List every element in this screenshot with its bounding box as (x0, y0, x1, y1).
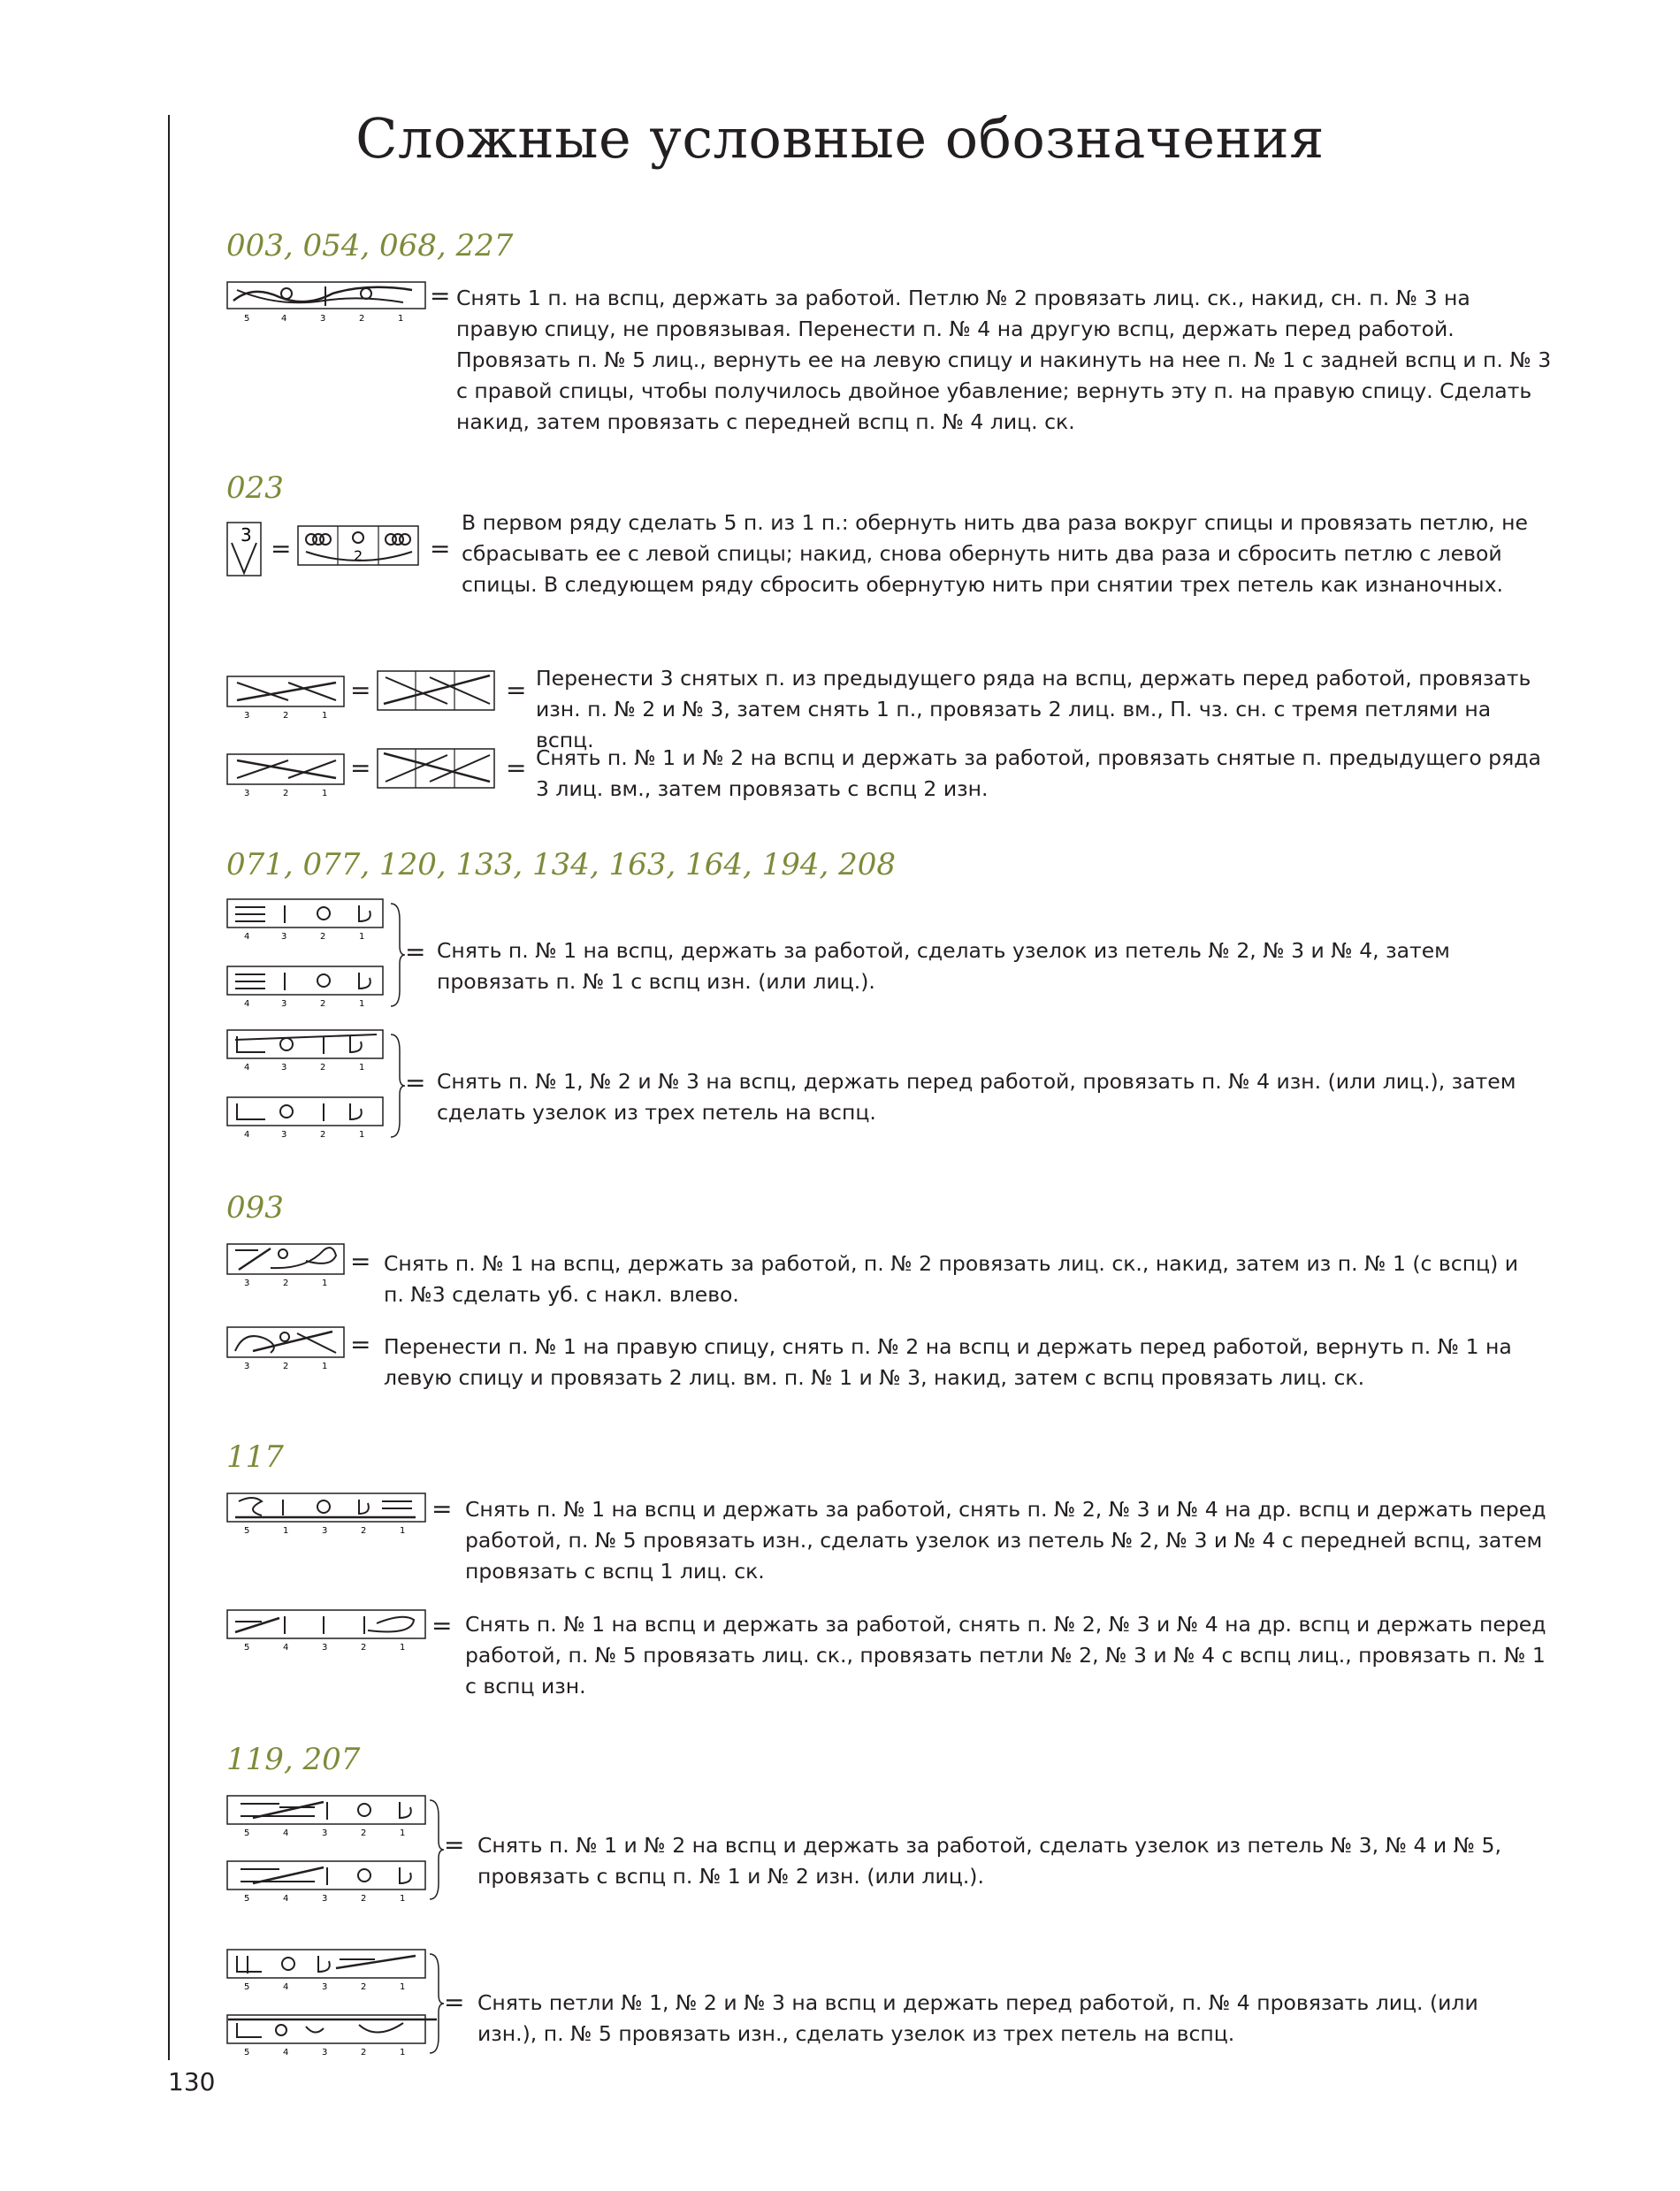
stitch-number: 2 (320, 1063, 326, 1073)
stitch-number: 1 (322, 789, 328, 798)
stitch-number: 1 (400, 1828, 406, 1838)
stitch-number: 1 (400, 1982, 406, 1992)
section-heading: 071, 077, 120, 133, 134, 163, 164, 194, 208 (226, 847, 896, 882)
symbol-description: Снять п. № 1 и № 2 на вспц и держать за работой, сделать узелок из петель № 3, № 4 и № 5, провязать с вспц п. № 1 и № 2 изн. (или лиц.). (477, 1833, 1501, 1889)
equals-sign: = (405, 937, 426, 966)
stitch-number: 2 (320, 932, 326, 942)
stitch-number: 1 (400, 1894, 406, 1904)
stitch-number: 3 (281, 932, 287, 942)
stitch-number: 3 (322, 1894, 328, 1904)
stitch-number: 2 (361, 1982, 367, 1992)
symbol-description: Снять п. № 1 на вспц, держать за работой, сделать узелок из петель № 2, № 3 и № 4, затем провязать п. № 1 с вспц изн. (или лиц.). (437, 938, 1450, 994)
equals-sign: = (271, 534, 292, 563)
stitch-number: 5 (244, 1894, 250, 1904)
stitch-number: 2 (361, 2048, 367, 2057)
stitch-number: 3 (320, 314, 326, 324)
stitch-number: 2 (361, 1894, 367, 1904)
symbol-description: Перенести 3 снятых п. из предыдущего ряда на вспц, держать перед работой, провязать изн. п. № 2 и № 3, затем снять 1 п., провязать 2 лиц. вм., П. чз. сн. с тремя петлями на вспц. (536, 666, 1531, 752)
stitch-chart (226, 1492, 426, 1537)
stitch-number: 1 (359, 1130, 365, 1140)
stitch-number: 3 (281, 1130, 287, 1140)
stitch-chart (226, 1795, 426, 1839)
equals-sign: = (444, 1988, 465, 2017)
symbol-description: Снять петли № 1, № 2 и № 3 на вспц и держать перед работой, п. № 4 провязать лиц. (или изн.), п. № 5 провязать изн., сделать узелок из трех петель на вспц. (477, 1990, 1478, 2046)
stitch-chart (226, 522, 265, 580)
stitch-number: 1 (322, 1279, 328, 1287)
stitch-number: 1 (400, 2048, 406, 2057)
stitch-label: 2 (354, 547, 363, 564)
stitch-chart (226, 2014, 439, 2058)
stitch-number: 2 (283, 789, 289, 798)
equals-sign: = (405, 1068, 426, 1097)
stitch-number: 1 (398, 314, 404, 324)
stitch-number: 3 (244, 1279, 250, 1287)
stitch-number: 5 (244, 1643, 250, 1653)
equals-sign: = (444, 1830, 465, 1859)
brace (389, 1033, 407, 1142)
stitch-number: 4 (244, 999, 250, 1009)
section-heading: 023 (226, 470, 284, 506)
stitch-number: 2 (359, 314, 365, 324)
stitch-number: 2 (361, 1526, 367, 1536)
section-heading: 003, 054, 068, 227 (226, 228, 514, 263)
stitch-chart (226, 1609, 426, 1653)
stitch-number: 1 (283, 1526, 289, 1536)
stitch-chart (377, 748, 497, 790)
stitch-number: 2 (320, 1130, 326, 1140)
stitch-number: 5 (244, 1828, 250, 1838)
stitch-number: 2 (361, 1828, 367, 1838)
stitch-chart (226, 1243, 347, 1287)
stitch-number: 5 (244, 314, 250, 324)
stitch-number: 2 (283, 711, 289, 720)
stitch-number: 1 (400, 1526, 406, 1536)
stitch-number: 4 (283, 1894, 289, 1904)
equals-sign: = (506, 753, 527, 782)
section-heading: 119, 207 (226, 1742, 361, 1777)
stitch-number: 4 (244, 1063, 250, 1073)
symbol-description: Снять п. № 1, № 2 и № 3 на вспц, держать перед работой, провязать п. № 4 изн. (или лиц.), затем сделать узелок из трех петель на вспц. (437, 1069, 1516, 1125)
stitch-number: 2 (320, 999, 326, 1009)
equals-sign: = (350, 753, 371, 782)
stitch-number: 4 (283, 1982, 289, 1992)
equals-sign: = (350, 1330, 371, 1359)
stitch-number: 3 (281, 999, 287, 1009)
stitch-chart (226, 966, 386, 1010)
page-title: Сложные условные обозначения (355, 106, 1325, 171)
stitch-chart (226, 1029, 386, 1073)
stitch-number: 4 (244, 1130, 250, 1140)
symbol-description: В первом ряду сделать 5 п. из 1 п.: обернуть нить два раза вокруг спицы и провязать петлю, не сбрасывать ее с левой спицы; накид, снова обернуть нить два раза и сбросить петлю с левой спицы. В следующем ряду сбросить обернутую нить при снятии трех петель как изнаночных. (462, 510, 1528, 597)
stitch-number: 4 (283, 2048, 289, 2057)
section-heading: 117 (226, 1439, 284, 1475)
brace (389, 902, 407, 1012)
equals-sign: = (430, 281, 451, 310)
stitch-number: 2 (283, 1362, 289, 1370)
stitch-number: 1 (400, 1643, 406, 1653)
stitch-number: 5 (244, 1526, 250, 1536)
stitch-number: 1 (359, 1063, 365, 1073)
page-number: 130 (168, 2067, 216, 2096)
stitch-number: 3 (322, 1828, 328, 1838)
stitch-number: 3 (281, 1063, 287, 1073)
stitch-chart (226, 1949, 426, 1993)
stitch-chart (226, 1326, 347, 1370)
stitch-label: 3 (241, 524, 252, 546)
stitch-number: 4 (281, 314, 287, 324)
stitch-chart (226, 281, 426, 327)
stitch-number: 2 (361, 1643, 367, 1653)
stitch-chart (226, 1860, 426, 1905)
stitch-number: 3 (322, 1526, 328, 1536)
brace (428, 1798, 446, 1905)
equals-sign: = (430, 534, 451, 563)
stitch-number: 5 (244, 1982, 250, 1992)
symbol-description: Перенести п. № 1 на правую спицу, снять п. № 2 на вспц и держать перед работой, вернуть п. № 1 на левую спицу и провязать 2 лиц. вм. п. № 1 и № 3, накид, затем с вспц провязать лиц. ск. (384, 1334, 1512, 1390)
stitch-chart (226, 676, 347, 720)
stitch-number: 1 (322, 711, 328, 720)
stitch-number: 3 (322, 2048, 328, 2057)
stitch-number: 3 (244, 789, 250, 798)
brace (428, 1952, 446, 2058)
stitch-number: 3 (322, 1982, 328, 1992)
stitch-chart (297, 525, 421, 569)
equals-sign: = (506, 676, 527, 705)
stitch-chart (377, 670, 497, 713)
symbol-description: Снять п. № 1 на вспц, держать за работой, п. № 2 провязать лиц. ск., накид, затем из п. № 1 (с вспц) и п. №3 сделать уб. с накл. влево. (384, 1251, 1518, 1307)
stitch-number: 4 (244, 932, 250, 942)
equals-sign: = (350, 676, 371, 705)
equals-sign: = (431, 1611, 453, 1640)
margin-rule (168, 115, 170, 2060)
stitch-number: 2 (283, 1279, 289, 1287)
stitch-number: 3 (244, 1362, 250, 1370)
stitch-number: 1 (359, 999, 365, 1009)
symbol-description: Снять 1 п. на вспц, держать за работой. Петлю № 2 провязать лиц. ск., накид, сн. п. № 3 на правую спицу, не провязывая. Перенести п. № 4 на другую вспц, держать перед работой. Провязать п. № 5 лиц., вернуть ее на левую спицу и накинуть на нее п. № 1 с задней вспц и п. № 3 с правой спицы, чтобы получилось двойное убавление; вернуть эту п. на правую спицу. Сделать накид, затем провязать с передней вспц п. № 4 лиц. ск. (456, 286, 1552, 434)
equals-sign: = (431, 1494, 453, 1523)
symbol-description: Снять п. № 1 на вспц и держать за работой, снять п. № 2, № 3 и № 4 на др. вспц и держать перед работой, п. № 5 провязать изн., сделать узелок из петель № 2, № 3 и № 4 с передней вспц, затем провязать с вспц 1 лиц. ск. (465, 1497, 1546, 1584)
stitch-chart (226, 898, 386, 943)
stitch-number: 1 (359, 932, 365, 942)
stitch-number: 1 (322, 1362, 328, 1370)
symbol-description: Снять п. № 1 на вспц и держать за работой, снять п. № 2, № 3 и № 4 на др. вспц и держать перед работой, п. № 5 провязать лиц. ск., провязать петли № 2, № 3 и № 4 с вспц лиц., провязать п. № 1 с вспц изн. (465, 1612, 1546, 1699)
equals-sign: = (350, 1247, 371, 1276)
stitch-chart (226, 753, 347, 798)
stitch-number: 4 (283, 1643, 289, 1653)
section-heading: 093 (226, 1190, 284, 1225)
stitch-number: 3 (322, 1643, 328, 1653)
symbol-description: Снять п. № 1 и № 2 на вспц и держать за работой, провязать снятые п. предыдущего ряда 3 лиц. вм., затем провязать с вспц 2 изн. (536, 745, 1541, 801)
stitch-number: 3 (244, 711, 250, 720)
stitch-chart (226, 1096, 386, 1141)
stitch-number: 5 (244, 2048, 250, 2057)
stitch-number: 4 (283, 1828, 289, 1838)
